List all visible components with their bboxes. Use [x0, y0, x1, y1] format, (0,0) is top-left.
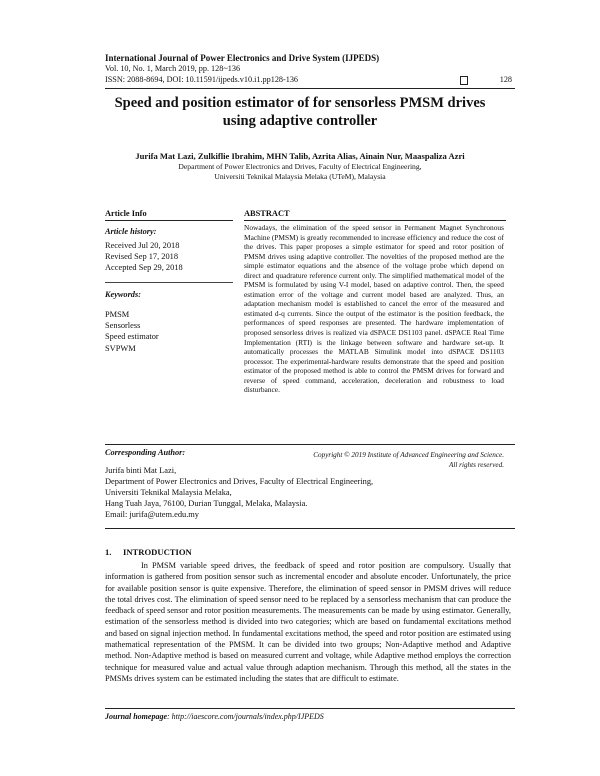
footer-rule	[105, 708, 515, 709]
copyright-line: Copyright © 2019 Institute of Advanced Engineering and Science.	[313, 451, 504, 459]
history-item: Accepted Sep 29, 2018	[105, 263, 183, 273]
journal-homepage-link[interactable]: : http://iaescore.com/journals/index.php/IJPEDS	[167, 712, 324, 721]
introduction-text: In PMSM variable speed drives, the feedback of speed and rotor position are compulsory. Usually that information is gathered from position sensor such as incremental encoder and absolute encoder. Unfortunately, the price for available position sensor is quite expensive. Therefore, the elimination of speed sensor in PMSM drives will reduce the total drives cost. The elimination of speed sensor need to be replaced by a sensorless mechanism that can produce the feedback of speed sensor and rotor position measurements. The measurements can be made by using estimator. Generally, estimation of the sensorless method is divided into two categories; which are based on fundamental excitations method and based on signal injection method. In fundamental excitations method, the speed and rotor position are estimated using mathematical representation of the PMSM. It can be divided into two groups; Non-Adaptive method and Adaptive method. Non-Adaptive method is based on measured current and voltage, while Adaptive method employs the correction technique for measured value and actual value through adaption mechanism. Through this method, all the states in the PMSMs drives system can be estimated including the states that are difficult to estimate.	[105, 561, 511, 683]
history-item: Revised Sep 17, 2018	[105, 252, 179, 262]
section-heading	[105, 547, 192, 557]
affiliation-line: Universiti Teknikal Malaysia Melaka (UTeM), Malaysia	[214, 172, 386, 181]
abstract-text: Nowadays, the elimination of the speed sensor in Permanent Magnet Synchronous Machine (PMSM) is greatly recommended to increase efficiency and reduce the cost of the drives. This paper proposes a simple estimator for speed and rotor position of PMSM drives using adaptive controller. The novelties of the proposed method are the simple estimator equations and the absence of the voltage probe which depend on direct and quadrature reference current only. The simplified mathematical model of the PMSM is formulated by using V-I model, based on adaptive control. Then, the speed estimation error of the voltage and current model based are analyzed. Thus, an adaptation mechanism model is established to cancel the error of the measured and estimated d-q currents. Since the output of the estimator is the position feedback, the performances of speed responses are presented. The hardware implementation of proposed sensorless drives is realized via dSPACE DS1103 panel. dSPACE Real Time Implementation (RTI) is the linkage between software and hardware set-up. It automatically processes the MATLAB Simulink model into dSPACE DS1103 processor. The experimental-hardware results demonstrate that the speed and position estimator of the proposed method is able to control the PMSM drives for forward and reverse of speed command, acceleration, deceleration and robustness to load disturbance.	[244, 223, 504, 395]
corresponding-email: Email: jurifa@utem.edu.my	[105, 509, 199, 519]
header-rule	[105, 88, 515, 89]
corresponding-details	[105, 466, 373, 521]
footer	[105, 712, 324, 721]
keywords-label: Keywords:	[105, 290, 141, 299]
footer-label: Journal homepage	[105, 712, 168, 721]
keyword-item: SVPWM	[105, 343, 136, 353]
history-label: Article history:	[105, 227, 157, 236]
corresponding-top-rule	[105, 444, 515, 445]
abstract-heading: ABSTRACT	[244, 209, 290, 218]
keyword-item: Sensorless	[105, 321, 141, 331]
abstract-rule	[244, 220, 506, 221]
author-list: Jurifa Mat Lazi, Zulkiflie Ibrahim, MHN Talib, Azrita Alias, Ainain Nur, Maaspaliza Azri	[135, 151, 465, 161]
title-line: Speed and position estimator of for sensorless PMSM drives	[114, 95, 486, 111]
copyright-line: All rights reserved.	[448, 461, 504, 469]
volume-info: Vol. 10, No. 1, March 2019, pp. 128~136	[105, 64, 241, 73]
corresponding-line: Jurifa binti Mat Lazi,	[105, 466, 177, 475]
history-item: Received Jul 20, 2018	[105, 241, 180, 250]
affiliation-line: Department of Power Electronics and Drives, Faculty of Electrical Engineering,	[178, 162, 422, 171]
keyword-item: Speed estimator	[105, 332, 159, 342]
corresponding-heading: Corresponding Author:	[105, 448, 186, 457]
paper-title	[80, 94, 520, 130]
square-icon	[460, 76, 468, 85]
keyword-list	[105, 309, 159, 354]
title-line: using adaptive controller	[222, 113, 378, 129]
corresponding-line: Universiti Teknikal Malaysia Melaka,	[105, 487, 232, 497]
history-divider	[105, 282, 233, 283]
keyword-item: PMSM	[105, 310, 130, 319]
article-info-rule	[105, 220, 233, 221]
corresponding-bottom-rule	[105, 528, 515, 529]
issn-doi: ISSN: 2088-8694, DOI: 10.11591/ijpeds.v10.i1.pp128-136	[105, 75, 299, 84]
article-info-heading: Article Info	[105, 209, 147, 218]
journal-name: International Journal of Power Electronics and Drive System (IJPEDS)	[105, 53, 380, 63]
section-number: 1.	[105, 547, 112, 557]
page-number: 128	[499, 75, 512, 84]
corresponding-line: Hang Tuah Jaya, 76100, Durian Tunggal, Melaka, Malaysia.	[105, 498, 308, 508]
corresponding-line: Department of Power Electronics and Drives, Faculty of Electrical Engineering,	[105, 476, 374, 486]
section-title: INTRODUCTION	[123, 547, 192, 557]
history-list	[105, 240, 183, 274]
